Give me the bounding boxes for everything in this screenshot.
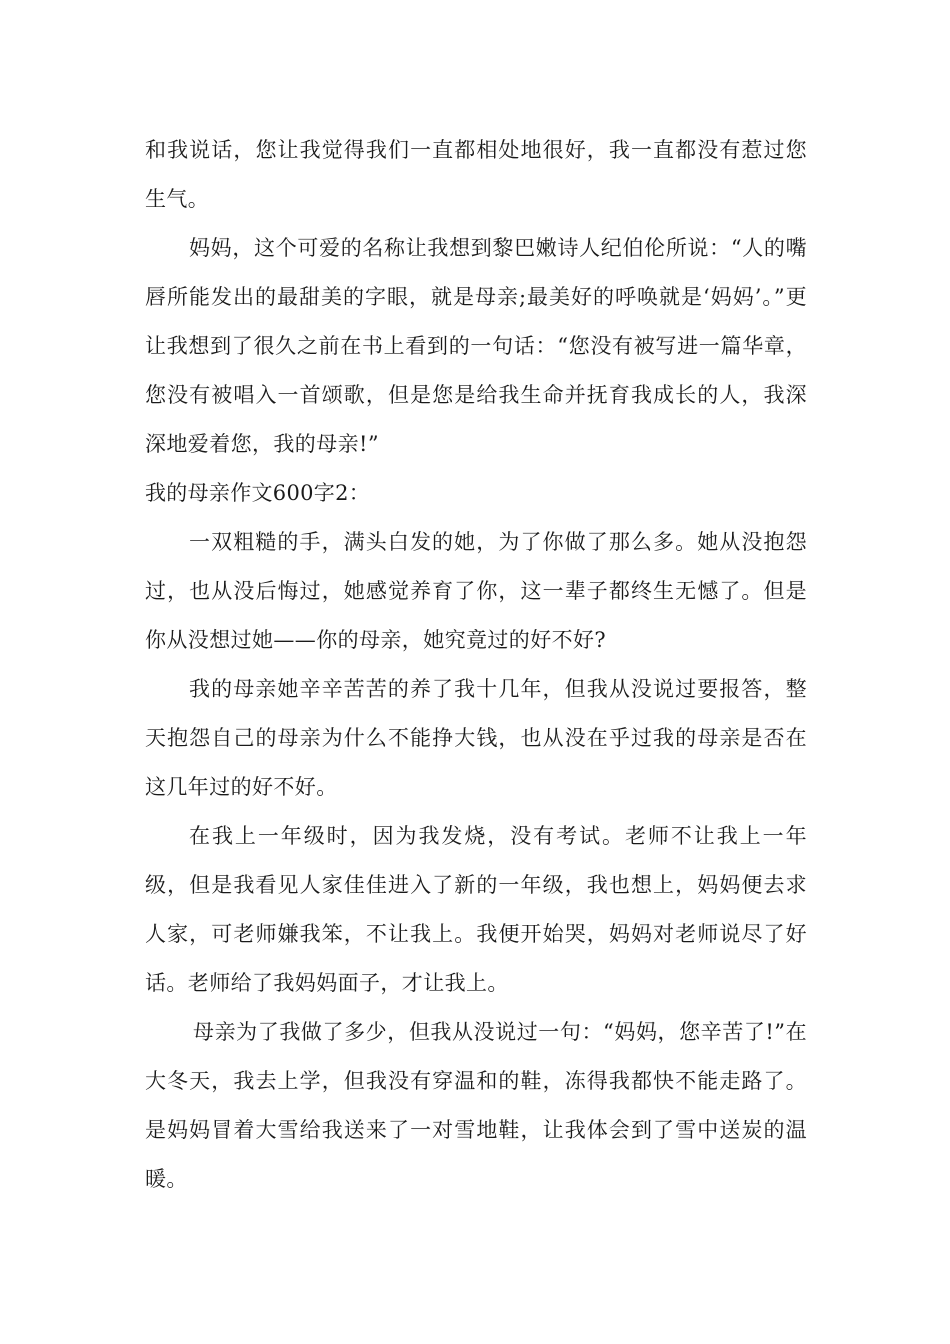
paragraph-rough-hands: 一双粗糙的手，满头白发的她，为了你做了那么多。她从没抱怨过，也从没后悔过，她感觉养育了你，这一辈子都终生无憾了。但是你从没想过她——你的母亲，她究竟过的好不好? (145, 530, 807, 652)
paragraph-first-grade: 在我上一年级时，因为我发烧，没有考试。老师不让我上一年级，但是我看见人家佳佳进入了新的一年级，我也想上，妈妈便去求人家，可老师嫌我笨，不让我上。我便开始哭，妈妈对老师说尽了好话。老师给了我妈妈面子，才让我上。 (145, 824, 807, 995)
paragraph-gibran-quote: 妈妈，这个可爱的名称让我想到黎巴嫩诗人纪伯伦所说：“人的嘴唇所能发出的最甜美的字眼，就是母亲;最美好的呼唤就是‘妈妈’。”更让我想到了很久之前在书上看到的一句话：“您没有被写进一篇华章，您没有被唱入一首颂歌，但是您是给我生命并抚育我成长的人，我深深地爱着您，我的母亲!” (145, 236, 807, 456)
paragraph-continuation: 和我说话，您让我觉得我们一直都相处地很好，我一直都没有惹过您生气。 (145, 138, 807, 211)
paragraph-snow-boots: 母亲为了我做了多少，但我从没说过一句：“妈妈，您辛苦了!”在大冬天，我去上学，但我没有穿温和的鞋，冻得我都快不能走路了。是妈妈冒着大雪给我送来了一对雪地鞋，让我体会到了雪中送炭的温暖。 (145, 1020, 807, 1191)
section-heading: 我的母亲作文600字2： (145, 481, 371, 505)
document-body (145, 126, 807, 1204)
paragraph-hard-work: 我的母亲她辛辛苦苦的养了我十几年，但我从没说过要报答，整天抱怨自己的母亲为什么不能挣大钱，也从没在乎过我的母亲是否在这几年过的好不好。 (145, 677, 807, 799)
